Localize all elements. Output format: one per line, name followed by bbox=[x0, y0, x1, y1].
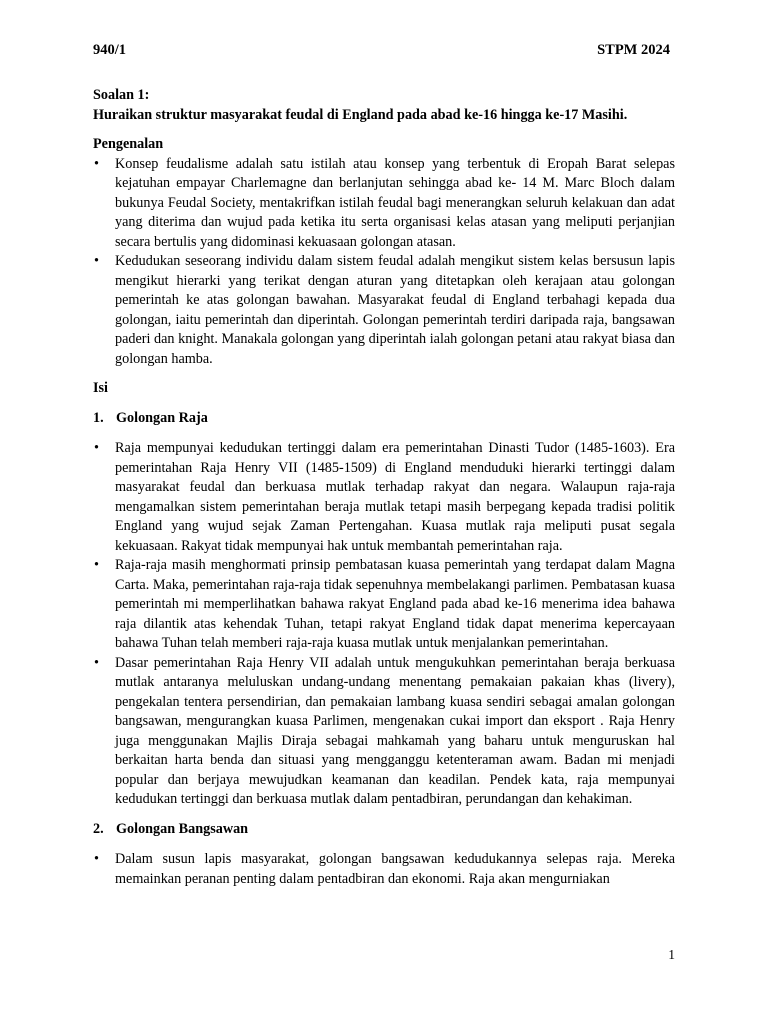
section-1-bullet-3: • Dasar pemerintahan Raja Henry VII adalah untuk mengukuhkan pemerintahan beraja berkuasa mutlak antaranya meluluskan undang-undang menentang pemakaian pakaian khas (livery), pengekalan tentera persendirian, dan pemakaian lambang kuasa sendiri sebagai amalan golongan bangsawan, mengurangkan kuasa Parlimen, mengenakan cukai import dan eksport . Raja Henry juga menggunakan Majlis Diraja sebagai mahkamah yang baharu untuk menguruskan hal berkaitan harta benda dan situasi yang mengganggu ketenteraman awam. Badan mi menjadi popular dan berjaya mewujudkan keamanan dan keadilan. Pendek kata, raja mempunyai kedudukan tertinggi dan berkuasa mutlak dalam pentadbiran, perundangan dan kehakiman. bbox=[93, 654, 675, 810]
section-2-bullet-1: • Dalam susun lapis masyarakat, golongan bangsawan kedudukannya selepas raja. Mereka memainkan peranan penting dalam pentadbiran dan ekonomi. Raja akan mengurniakan bbox=[93, 850, 675, 889]
section-1-title: Golongan Raja bbox=[116, 409, 208, 426]
section-1-bullet-list bbox=[93, 439, 675, 810]
section-2-bullet-list bbox=[93, 850, 675, 889]
intro-bullet-list bbox=[93, 155, 675, 370]
section-2-heading bbox=[93, 820, 675, 840]
section-1-bullet-2: • Raja-raja masih menghormati prinsip pembatasan kuasa pemerintah yang terdapat dalam Magna Carta. Maka, pemerintahan raja-raja tidak sepenuhnya membelakangi parlimen. Pembatasan kuasa pemerintah mi memperlihatkan bahawa rakyat England pada abad ke-16 menerima idea bahawa raja dilantik atas kehendak Tuhan, tetapi rakyat England tidak dapat menerima kepercayaan bahawa Tuhan telah memberi raja-raja kuasa mutlak untuk menjalankan pemerintahan. bbox=[93, 556, 675, 654]
paper-code: 940/1 bbox=[93, 42, 127, 58]
body-heading: Isi bbox=[93, 380, 108, 396]
section-2-number: 2. bbox=[93, 820, 104, 837]
question-label: Soalan 1: bbox=[93, 87, 150, 103]
page-number: 1 bbox=[668, 947, 675, 962]
exam-title: STPM 2024 bbox=[597, 42, 670, 58]
intro-bullet-1: • Konsep feudalisme adalah satu istilah atau konsep yang terbentuk di Eropah Barat selepas kejatuhan empayar Charlemagne dan berlanjutan sehingga abad ke- 14 M. Marc Bloch dalam bukunya Feudal Society, mentakrifkan istilah feudal bagi menerangkan seluruh kelakuan dan adat yang diterima dan wujud pada ketika itu serta organisasi kelas atasan yang meliputi perjanjian secara bertulis yang didominasi kekuasaan golongan atasan. bbox=[93, 155, 675, 253]
question-title: Huraikan struktur masyarakat feudal di England pada abad ke-16 hingga ke-17 Masihi. bbox=[93, 106, 628, 123]
intro-bullet-2: • Kedudukan seseorang individu dalam sistem feudal adalah mengikut sistem kelas bersusun lapis mengikut hierarki yang terikat dengan aturan yang ditetapkan oleh kerajaan atau golongan pemerintah ke atas golongan bawahan. Masyarakat feudal di England terbahagi kepada dua golongan, iaitu pemerintah dan diperintah. Golongan pemerintah terdiri daripada raja, bangsawan paderi dan knight. Manakala golongan yang diperintah ialah golongan petani atau rakyat biasa dan golongan hamba. bbox=[93, 252, 675, 369]
section-1-number: 1. bbox=[93, 409, 104, 426]
intro-heading: Pengenalan bbox=[93, 136, 164, 152]
section-2-title: Golongan Bangsawan bbox=[116, 820, 249, 837]
section-1-heading bbox=[93, 409, 675, 429]
document-content bbox=[93, 86, 675, 889]
section-1-bullet-1: • Raja mempunyai kedudukan tertinggi dalam era pemerintahan Dinasti Tudor (1485-1603). Era pemerintahan Raja Henry VII (1485-1509) di England menduduki hierarki tertinggi dalam masyarakat feudal dan berkuasa mutlak terhadap rakyat dan negara. Walaupun raja-raja mengamalkan sistem pemerintahan beraja mutlak tetapi masih berpegang kepada tradisi politik England yang wujud sejak Zaman Pertengahan. Kuasa mutlak raja meliputi pusat segala kekuasaan. Rakyat tidak mempunyai hak untuk membantah pemerintahan raja. bbox=[93, 439, 675, 556]
